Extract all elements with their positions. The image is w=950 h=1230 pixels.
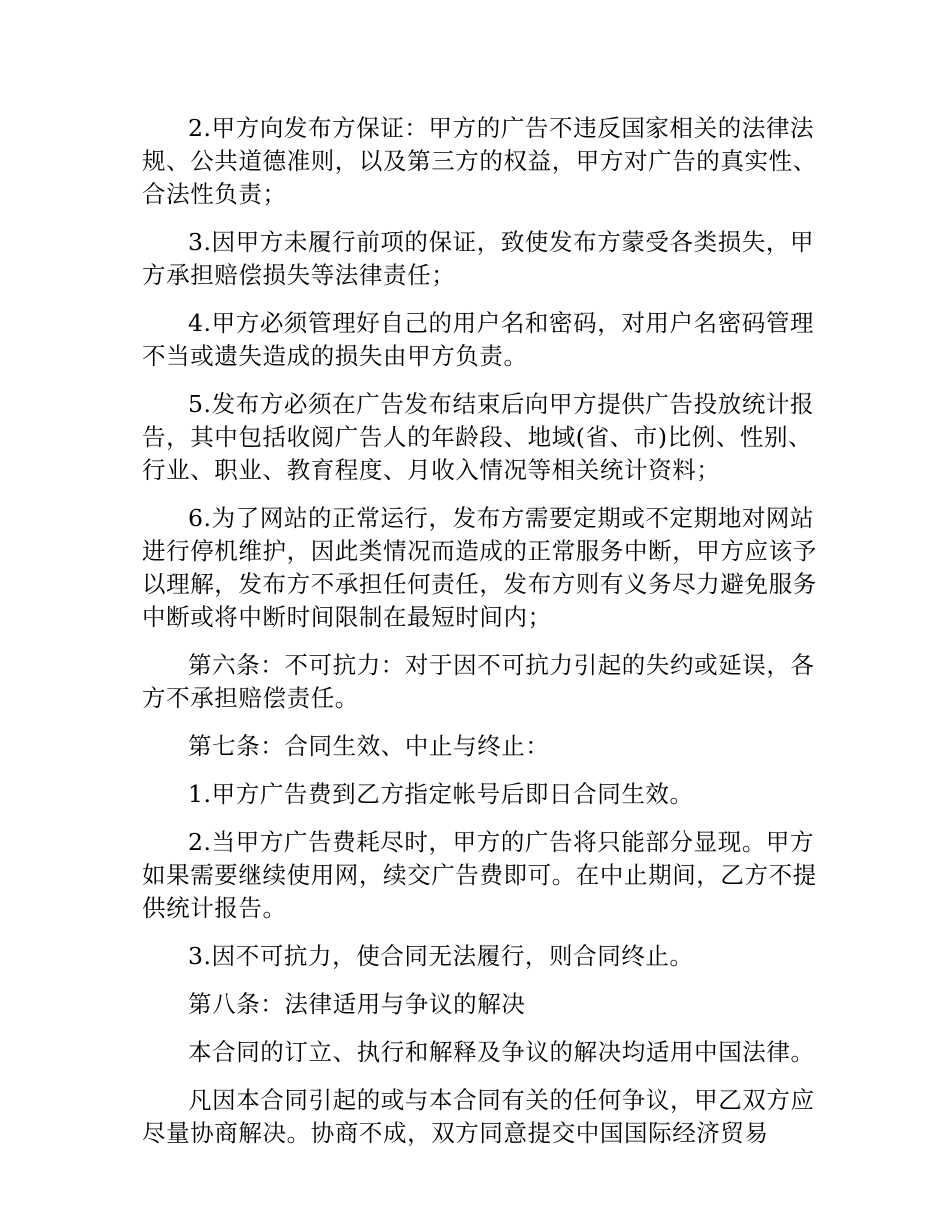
clause-paragraph-governing-law: 本合同的订立、执行和解释及争议的解决均适用中国法律。	[188, 1038, 815, 1066]
clause-paragraph-liability: 3.因甲方未履行前项的保证，致使发布方蒙受各类损失，甲方承担赔偿损失等法律责任；	[142, 228, 815, 289]
document-body	[142, 112, 832, 1165]
clause-paragraph-termination: 3.因不可抗力，使合同无法履行，则合同终止。	[188, 942, 694, 970]
clause-paragraph-effective: 1.甲方广告费到乙方指定帐号后即日合同生效。	[188, 780, 694, 808]
article-seven-heading: 第七条：合同生效、中止与终止：	[188, 732, 550, 760]
clause-paragraph-guarantee: 2.甲方向发布方保证：甲方的广告不违反国家相关的法律法规、公共道德准则，以及第三方的权益，甲方对广告的真实性、合法性负责；	[142, 114, 817, 208]
clause-paragraph-suspension: 2.当甲方广告费耗尽时，甲方的广告将只能部分显现。甲方如果需要继续使用网，续交广告费即可。在中止期间，乙方不提供统计报告。	[142, 828, 817, 922]
clause-paragraph-maintenance: 6.为了网站的正常运行，发布方需要定期或不定期地对网站进行停机维护，因此类情况而造成的正常服务中断，甲方应该予以理解，发布方不承担任何责任，发布方则有义务尽力避免服务中断或将中断时间限制在最短时间内；	[142, 504, 817, 631]
clause-paragraph-dispute-resolution: 凡因本合同引起的或与本合同有关的任何争议，甲乙双方应尽量协商解决。协商不成，双方同意提交中国国际经济贸易	[142, 1086, 815, 1147]
article-six-force-majeure: 第六条：不可抗力：对于因不可抗力引起的失约或延误，各方不承担赔偿责任。	[142, 651, 815, 712]
article-eight-heading: 第八条：法律适用与争议的解决	[188, 990, 526, 1018]
clause-paragraph-statistics-report: 5.发布方必须在广告发布结束后向甲方提供广告投放统计报告，其中包括收阅广告人的年龄段、地域(省、市)比例、性别、行业、职业、教育程度、月收入情况等相关统计资料；	[142, 390, 815, 484]
clause-paragraph-credentials: 4.甲方必须管理好自己的用户名和密码，对用户名密码管理不当或遗失造成的损失由甲方负责。	[142, 309, 815, 370]
